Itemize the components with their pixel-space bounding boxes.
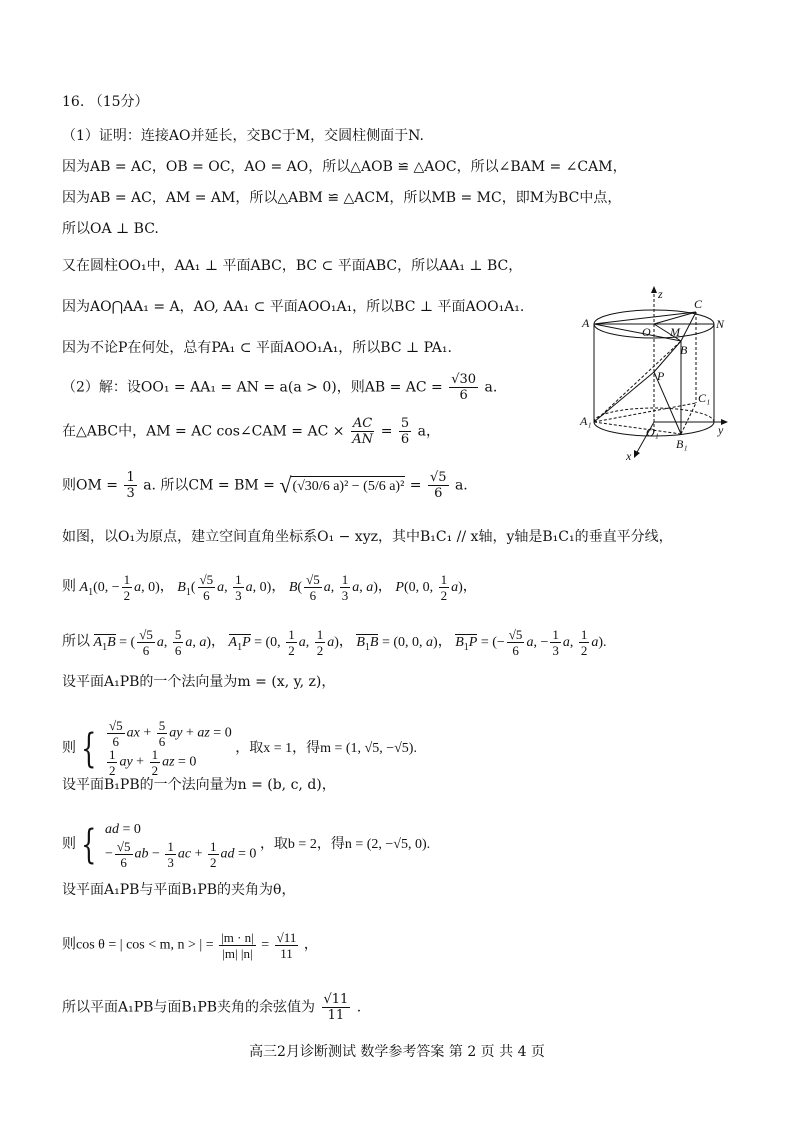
segment-a1b <box>594 341 681 422</box>
equation-1: $\frac{√5}{6}$ ax + $\frac{5}{6}$ ay + az = 0 <box>108 718 232 749</box>
label-m: M <box>670 325 680 339</box>
proof-line-4: 所以OA ⊥ BC. <box>62 221 159 237</box>
numerator: √30 <box>451 372 477 387</box>
system-m-line <box>62 718 417 780</box>
text-segment: 所以 <box>62 634 90 650</box>
cylinder-figure <box>578 284 730 464</box>
point-b1: $B_1$( $\frac{√5}{6}$ a, $\frac{1}{3}$ a, 0) <box>177 572 272 603</box>
segment-b1c1 <box>681 403 696 434</box>
vector-a1p: $A_1P = (0$, $\frac{1}{2}$ a, $\frac{1}{2}$ a) <box>228 627 339 658</box>
text-segment: 则 <box>62 741 76 757</box>
solution-line-3 <box>62 470 468 501</box>
text-segment: 则 <box>62 579 76 595</box>
text-segment: . <box>356 999 362 1016</box>
label-z: z <box>658 287 663 301</box>
segment-a1b1 <box>594 422 681 434</box>
fraction <box>399 416 411 447</box>
text-segment: = <box>409 477 422 494</box>
text-segment: a， <box>417 423 440 440</box>
numerator: √11 <box>276 930 297 945</box>
proof-line-3: 因为AB = AC，AM = AM，所以△ABM ≌ △ACM，所以MB = MC，即M为BC中点， <box>62 190 622 206</box>
proof-line-6: 因为AO⋂AA₁ = A，AO, AA₁ ⊂ 平面AOO₁A₁，所以BC ⊥ 平面AOO₁A₁. <box>62 299 525 315</box>
denominator: AN <box>352 432 373 447</box>
text-segment: = <box>261 937 270 953</box>
fraction <box>351 416 374 447</box>
proof-line-1: （1）证明：连接AO并延长，交BC于M，交圆柱侧面于N. <box>62 128 424 144</box>
text-segment: ， <box>303 937 318 953</box>
page-footer: 高三2月诊断测试 数学参考答案 第 2 页 共 4 页 <box>249 1044 545 1060</box>
label-x: x <box>626 449 632 463</box>
segment-pb <box>654 341 681 372</box>
numerator: √5 <box>429 470 447 485</box>
label-o1: O₁ <box>646 425 659 439</box>
solution-line-2 <box>62 416 440 447</box>
solution-line-1 <box>62 372 497 403</box>
fraction <box>449 372 478 403</box>
text-segment: 则cos θ = | cos < m, n > | = <box>62 937 214 953</box>
point-a1: $A_1(0$, − $\frac{1}{2}$ a, 0) <box>79 572 160 603</box>
text-segment: （2）解：设OO₁ = AA₁ = AN = a(a > 0)，则AB = AC = <box>62 379 443 396</box>
equation-2: − $\frac{√5}{6}$ ab − $\frac{1}{3}$ ac + $\frac{1}{2}$ ad = 0 <box>104 839 257 870</box>
segment-ac <box>594 312 696 324</box>
problem-header: 16. （15分） <box>62 94 149 110</box>
label-p: P <box>657 369 665 383</box>
denominator: 6 <box>459 388 468 403</box>
point-p: P(0, 0, $\frac{1}{2}$ a) <box>395 572 463 603</box>
text-segment: 在△ABC中，AM = AC cos∠CAM = AC × <box>62 423 345 440</box>
equation-system <box>105 820 256 870</box>
numerator: 1 <box>126 470 135 485</box>
denominator: 6 <box>434 486 443 501</box>
text-segment: 所以平面A₁PB与面B₁PB夹角的余弦值为 <box>62 999 316 1016</box>
normal-vector-n-line: 设平面B₁PB的一个法向量为n = (b, c, d)， <box>62 777 336 793</box>
denominator: |m| |n| <box>222 946 253 961</box>
numerator: 5 <box>400 416 410 431</box>
equation-1: ad = 0 <box>104 822 141 837</box>
numerator: AC <box>352 416 373 431</box>
text-segment: a. 所以CM = BM = <box>143 477 275 494</box>
numerator: √11 <box>323 992 349 1007</box>
text-segment: ，取b = 2，得n = (2, −√5, 0). <box>259 837 431 853</box>
sqrt-expression: √ <box>279 472 292 498</box>
label-c: C <box>694 297 703 311</box>
segment-a1p <box>594 372 654 422</box>
text-segment: 则OM = <box>62 477 118 494</box>
denominator: 6 <box>400 432 410 447</box>
denominator: 11 <box>327 1008 345 1023</box>
fraction <box>124 470 136 501</box>
z-arrow-icon <box>651 286 657 293</box>
fraction <box>275 930 299 961</box>
vector-a1b: $A_1B$ = ( $\frac{√5}{6}$ a, $\frac{5}{6}$ a, a) <box>93 627 211 658</box>
proof-line-5: 又在圆柱OO₁中，AA₁ ⊥ 平面ABC，BC ⊂ 平面ABC，所以AA₁ ⊥ BC， <box>62 258 523 274</box>
text-segment: ，取x = 1，得m = (1, √5, −√5). <box>235 741 417 757</box>
sqrt-radicand: (√30/6 a)² − (5/6 a)² <box>291 476 405 497</box>
denominator: 3 <box>126 486 135 501</box>
equation-system <box>105 718 232 780</box>
conclusion-line <box>62 992 361 1023</box>
label-c1: C₁ <box>698 391 711 405</box>
x-arrow-icon <box>634 450 640 458</box>
label-o: O <box>642 325 651 339</box>
left-brace: { <box>81 822 97 868</box>
normal-vector-m-line: 设平面A₁PB的一个法向量为m = (x, y, z)， <box>62 674 336 690</box>
left-brace: { <box>81 726 97 772</box>
angle-definition-line: 设平面A₁PB与平面B₁PB的夹角为θ， <box>62 882 296 898</box>
vectors-line: 所以 $A_1B$ = ( $\frac{√5}{6}$ a, $\frac{5}{6}$ a, a)， $A_1P = (0$, $\frac{1}{2}$ a, $\frac{1}{2}$ a)， $B_1B = (0$, 0, a)， $B_1P$ = (− $\frac{√5}{6}$ a, − $\frac{1}{3}$ a, $\frac{1}{2}$ a). <box>62 627 607 658</box>
coordinate-setup-line: 如图，以O₁为原点，建立空间直角坐标系O₁ − xyz，其中B₁C₁ // x轴，y轴是B₁C₁的垂直平分线， <box>62 529 673 545</box>
numerator: |m · n| <box>221 930 254 945</box>
label-n: N <box>716 317 725 331</box>
text-segment: a. <box>454 477 468 494</box>
text-segment: a. <box>484 379 498 396</box>
label-a1: A₁ <box>580 414 592 428</box>
label-b1: B₁ <box>676 437 688 451</box>
point-b: B( $\frac{√5}{6}$ a, $\frac{1}{3}$ a, a) <box>288 572 378 603</box>
vector-b1p: $B_1P$ = (− $\frac{√5}{6}$ a, − $\frac{1}{3}$ a, $\frac{1}{2}$ a). <box>455 627 607 658</box>
text-segment: = <box>380 423 393 440</box>
system-n-line <box>62 820 430 870</box>
proof-line-2: 因为AB = AC，OB = OC，AO = AO，所以△AOB ≌ △AOC，所以∠BAM = ∠CAM， <box>62 159 627 175</box>
label-b: B <box>680 343 688 357</box>
fraction <box>219 930 256 961</box>
proof-line-7: 因为不论P在何处，总有PA₁ ⊂ 平面AOO₁A₁，所以BC ⊥ PA₁. <box>62 340 452 356</box>
coordinates-line: 则 $A_1(0$, − $\frac{1}{2}$ a, 0)， $B_1$( $\frac{√5}{6}$ a, $\frac{1}{3}$ a, 0)， B( $\frac{√5}{6}$ a, $\frac{1}{3}$ a, a)， P(0, 0, $\frac{1}{2}$ a)， <box>62 572 477 603</box>
label-y: y <box>718 423 724 437</box>
text-segment: 则 <box>62 837 76 853</box>
label-a: A <box>582 316 590 330</box>
cosine-line <box>62 930 318 961</box>
segment-oc <box>654 312 696 324</box>
fraction <box>322 992 351 1023</box>
denominator: 11 <box>280 946 293 961</box>
equation-2: $\frac{1}{2}$ ay + $\frac{1}{2}$ az = 0 <box>108 747 197 778</box>
segment-bc <box>681 312 696 341</box>
vector-b1b: $B_1B = (0$, 0, a) <box>356 634 438 653</box>
fraction <box>428 470 449 501</box>
